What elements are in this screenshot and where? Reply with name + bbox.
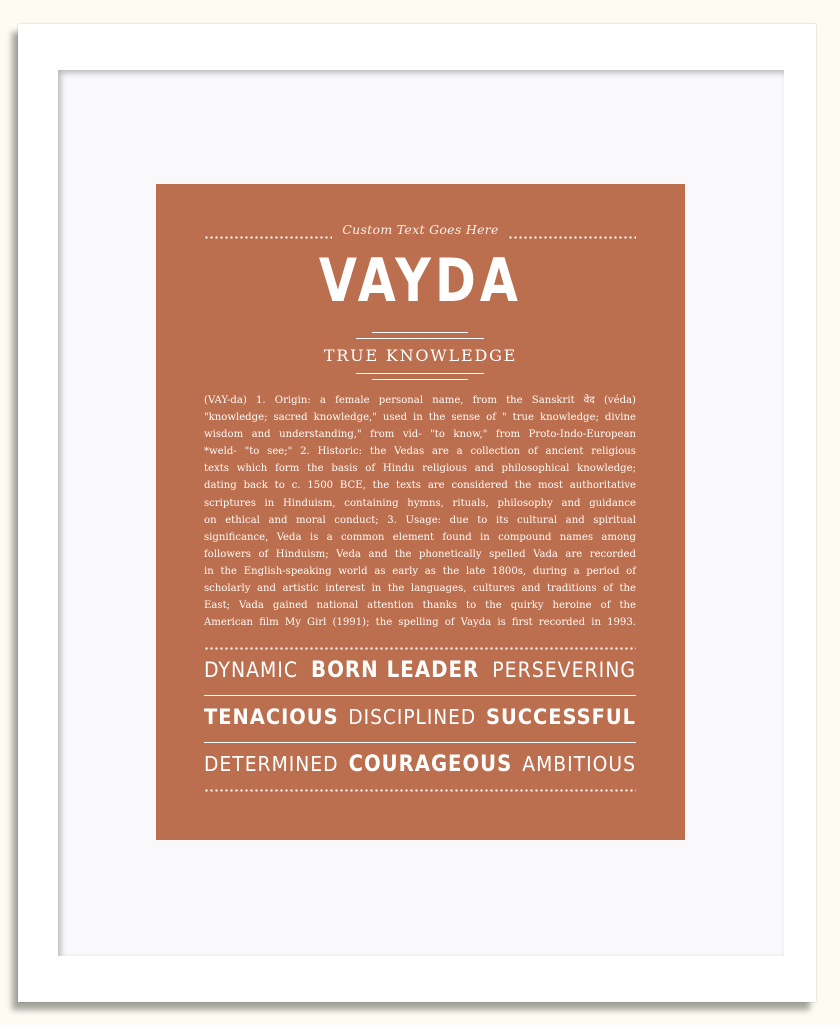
name-title: VAYDA bbox=[318, 246, 523, 316]
meaning-underline-long bbox=[356, 373, 484, 374]
name-meaning: TRUE KNOWLEDGE bbox=[323, 346, 518, 365]
trait-word: TENACIOUS bbox=[204, 705, 339, 730]
traits-row-1 bbox=[204, 658, 636, 683]
definition-line: *weld- "to see;" 2. Historic: the Vedas are a collection of ancient religious bbox=[204, 446, 636, 458]
dotted-rule-middle bbox=[204, 647, 636, 650]
trait-word: DISCIPLINED bbox=[348, 705, 477, 729]
definition-line: followers of Hinduism; Veda and the phonetically spelled Vada are recorded bbox=[204, 548, 636, 560]
definition-line: "knowledge; sacred knowledge," used in the sense of " true knowledge; divine bbox=[204, 412, 636, 424]
traits-row-2 bbox=[204, 705, 636, 730]
trait-word: PERSEVERING bbox=[492, 658, 636, 682]
definition-line: in the English-speaking world as early as the late 1800s, during a period of bbox=[204, 565, 636, 577]
custom-text: Custom Text Goes Here bbox=[342, 222, 499, 237]
definition-line: scriptures in Hinduism, containing hymns, rituals, philosophy and guidance bbox=[204, 497, 636, 509]
definition-line: wisdom and understanding," from vid- "to know," from Proto-Indo-European bbox=[204, 429, 636, 441]
definition-line: scholarly and artistic interest in the languages, cultures and traditions of the bbox=[204, 583, 636, 595]
traits-row-3 bbox=[204, 752, 636, 777]
definition-line: East; Vada gained national attention thanks to the quirky heroine of the bbox=[204, 600, 636, 612]
trait-word: DYNAMIC bbox=[204, 658, 299, 682]
dotted-rule-bottom bbox=[204, 789, 636, 792]
trait-word: SUCCESSFUL bbox=[486, 705, 636, 730]
traits-divider-1 bbox=[204, 695, 636, 696]
meaning-underline-short bbox=[372, 379, 468, 380]
definition-line: texts which form the basis of Hindu religious and philosophical knowledge; bbox=[204, 463, 636, 475]
trait-word: AMBITIOUS bbox=[522, 752, 636, 776]
definition-line: significance, Veda is a common element found in compound names among bbox=[204, 531, 636, 543]
name-definition bbox=[204, 392, 636, 631]
name-print bbox=[156, 184, 685, 840]
definition-line: on ethical and moral conduct; 3. Usage: due to its cultural and spiritual bbox=[204, 514, 636, 526]
definition-line: (VAY-da) 1. Origin: a female personal name, from the Sanskrit वेद (véda) bbox=[204, 395, 636, 406]
name-underline-short bbox=[372, 332, 468, 333]
trait-word: COURAGEOUS bbox=[348, 752, 513, 777]
definition-line: American film My Girl (1991); the spelling of Vayda is first recorded in 1993. bbox=[204, 617, 636, 629]
trait-word: BORN LEADER bbox=[311, 658, 480, 683]
trait-word: DETERMINED bbox=[204, 752, 339, 776]
name-underline-long bbox=[356, 338, 484, 339]
traits-divider-2 bbox=[204, 742, 636, 743]
definition-line: dating back to c. 1500 BCE, the texts are considered the most authoritative bbox=[204, 480, 636, 492]
